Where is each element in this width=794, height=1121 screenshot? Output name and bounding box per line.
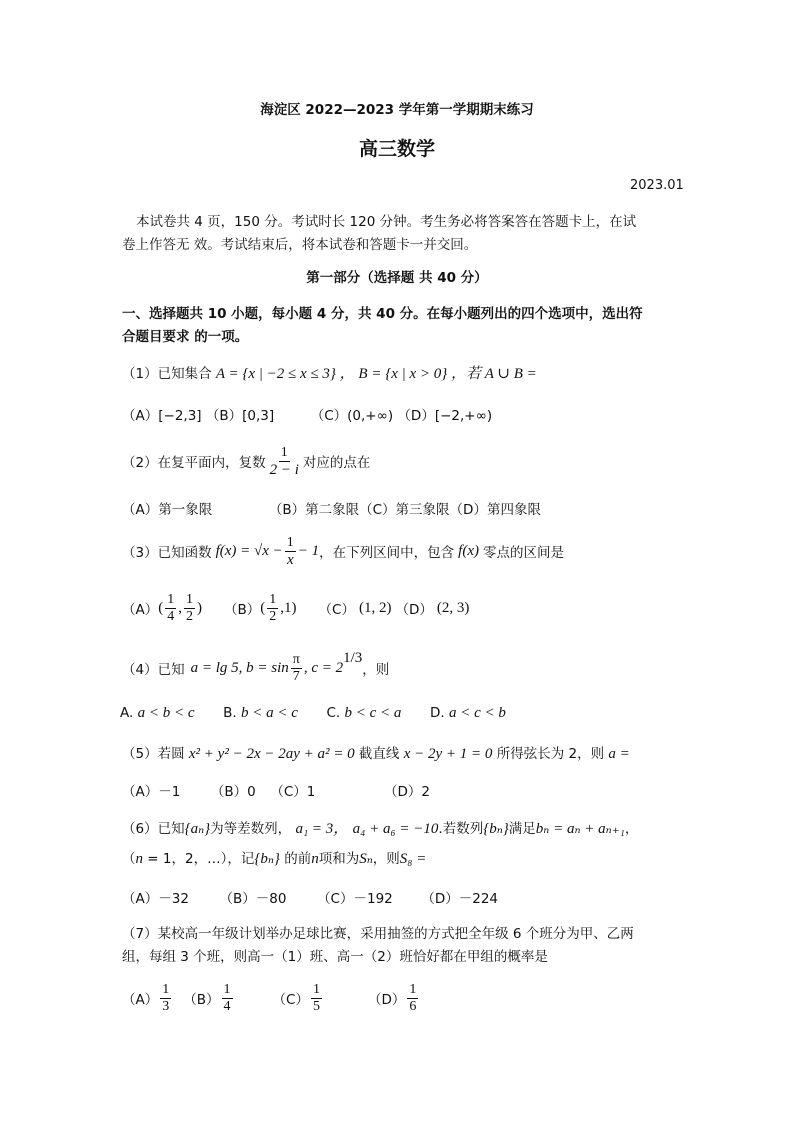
option-b: （B）第二象限 [268, 502, 360, 518]
option-b: （B） [224, 602, 261, 618]
question-5-options [122, 780, 430, 800]
option-b: （B）[0,3] [205, 408, 275, 424]
option-c: （C）第三象限 [359, 502, 450, 518]
question-6-options [122, 887, 498, 907]
question-5-stem: （5）若圆 x² + y² − 2x − 2ay + a² = 0 截直线 x − 2y + 1 = 0 所得弦长为 2，则 a = [122, 746, 630, 762]
intro-line-2: 卷上作答无 效。考试结束后，将本试卷和答题卡一并交回。 [122, 237, 478, 253]
option-b: B. [223, 705, 237, 721]
question-1-options [122, 404, 492, 424]
option-a: （A）－1 [122, 784, 181, 800]
option-c: （C）－192 [317, 891, 393, 907]
exam-title: 海淀区 2022—2023 学年第一学期期末练习 [260, 102, 534, 118]
question-2-stem: （2） 在复平面内，复数 $\frac{1}{2 - i}$ 对应的点在 [122, 444, 371, 478]
option-a: A. [120, 705, 134, 721]
question-7-stem-line-1: （7）某校高一年级计划举办足球比赛，采用抽签的方式把全年级 6 个班分为甲、乙两 [122, 926, 634, 942]
intro-line-1: 本试卷共 4 页，150 分。考试时长 120 分钟。考生务必将答案答在答题卡上，在试 [136, 214, 637, 230]
question-7-options: （A） $\frac{1}{3}$ （B） $\frac{1}{4}$ （C） $\frac{1}{5}$ （D） $\frac{1}{6}$ [122, 981, 417, 1014]
part1-title: 第一部分（选择题 共 40 分） [306, 270, 488, 286]
question-1-stem: （1）已知集合 A = {x | −2 ≤ x ≤ 3} ， B = {x | x > 0} ，若 A ∪ B = [122, 366, 537, 382]
question-1-math: A = {x | −2 ≤ x ≤ 3} ， B = {x | x > 0} ，若 A ∪ B = [215, 366, 537, 382]
part1-instruction-1: 一、选择题共 10 小题，每小题 4 分，共 40 分。在每小题列出的四个选项中，选出符 [122, 306, 643, 322]
option-b: （B） [183, 992, 220, 1008]
option-a: （A） [122, 992, 159, 1008]
option-a: （A）－32 [122, 891, 189, 907]
question-4-options: A. a < b < c B. b < a < c C. b < c < a D. a < c < b [120, 705, 506, 721]
option-d: D. [429, 705, 445, 721]
part1-instruction-2: 合题目要求 的一项。 [122, 329, 249, 345]
option-d: （D）第四象限 [449, 502, 541, 518]
exam-date: 2023.01 [630, 178, 684, 193]
question-3-stem: （3） 已知函数 f(x) = √x − $\frac{1}{x}$ − 1 ，在下列区间中，包含 f(x) 零点的区间是 [122, 534, 564, 568]
question-3-options: （A） ( $\frac{1}{4}$ , $\frac{1}{2}$ ) （B） ( $\frac{1}{2}$ ,1) （C） (1, 2) （D） (2, 3) [122, 591, 470, 624]
option-c: C. [326, 705, 341, 721]
option-c: （C） [272, 992, 309, 1008]
option-d: （D）2 [383, 784, 430, 800]
question-number: （1） [122, 366, 158, 382]
subject-title: 高三数学 [358, 138, 435, 160]
option-b: （B）－80 [219, 891, 287, 907]
option-d: （D）－224 [421, 891, 499, 907]
option-c: （C）(0,+∞) [310, 408, 394, 424]
option-a: （A）[−2,3] [122, 408, 202, 424]
option-a: （A） [122, 602, 159, 618]
option-a: （A）第一象限 [122, 502, 213, 518]
question-6-stem-line-1: （6）已知{aₙ}为等差数列， a₁ = 3， a₄ + a₆ = −10.若数列{bₙ}满足bₙ = aₙ + aₙ₊₁， [122, 821, 639, 837]
question-4-stem: （4） 已知 a = lg 5, b = sin $\frac{\pi}{7}$ , c = 2 $^{1/3}$ ，则 [122, 649, 390, 684]
option-c: （C）1 [270, 784, 316, 800]
question-7-stem-line-2: 组，每组 3 个班，则高一（1）班、高一（2）班恰好都在甲组的概率是 [122, 949, 548, 965]
option-d: （D） [367, 992, 406, 1008]
question-2-options [122, 498, 541, 518]
option-c: （C） [318, 602, 355, 618]
option-d: （D）[−2,+∞) [397, 408, 493, 424]
option-d: （D） [395, 602, 433, 618]
question-6-stem-line-2: （n = 1，2，…），记{bₙ} 的前n项和为Sₙ，则S₈ = [122, 851, 427, 867]
fraction: $\frac{1}{2 - i}$ [269, 444, 299, 478]
option-b: （B）0 [210, 784, 256, 800]
